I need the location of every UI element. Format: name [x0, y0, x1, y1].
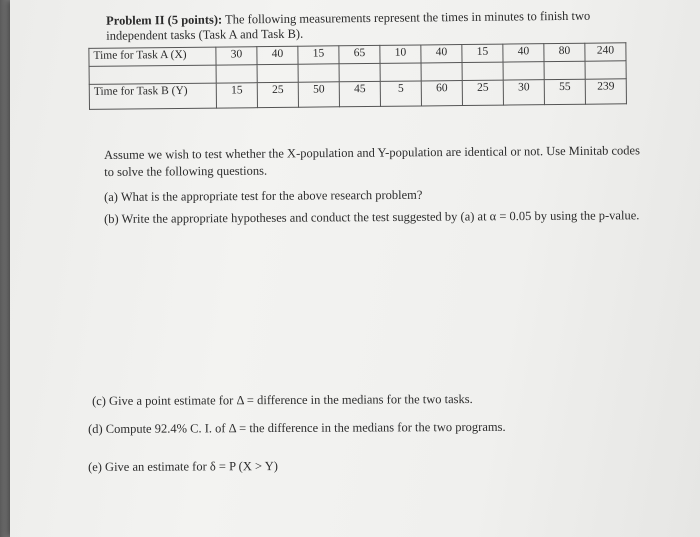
- intro-paragraph: Assume we wish to test whether the X-population and Y-population are identical or not. Use Minitab codes to solve the following questions.: [104, 143, 641, 179]
- data-table: [88, 42, 627, 110]
- cell-b-8: 30: [503, 80, 544, 105]
- cell-a-1: 30: [216, 47, 257, 65]
- blank-cell: [421, 63, 462, 81]
- cell-b-1: 15: [216, 83, 257, 108]
- question-b: (b) Write the appropriate hypotheses and conduct the test suggested by (a) at α = 0.05 by using the p-value.: [104, 208, 640, 226]
- cell-b-9: 55: [544, 79, 585, 104]
- cell-a-8: 40: [503, 44, 544, 62]
- table-row-task-b: [89, 79, 626, 110]
- problem-label: Problem II (5 points):: [105, 12, 223, 28]
- cell-a-5: 10: [380, 45, 421, 63]
- blank-cell: [503, 62, 544, 80]
- cell-a-6: 40: [421, 45, 462, 63]
- blank-cell: [380, 63, 421, 81]
- blank-cell: [216, 65, 257, 83]
- row-label-task-b: Time for Task B (Y): [89, 83, 216, 109]
- cell-b-7: 25: [462, 80, 503, 105]
- blank-cell: [585, 61, 626, 79]
- cell-b-4: 45: [339, 81, 380, 106]
- blank-cell: [298, 64, 339, 82]
- blank-cell: [462, 62, 503, 80]
- blank-cell: [257, 64, 298, 82]
- cell-a-2: 40: [257, 46, 298, 64]
- cell-a-3: 15: [298, 46, 339, 64]
- blank-cell: [544, 61, 585, 79]
- cell-b-2: 25: [257, 82, 298, 107]
- cell-a-4: 65: [339, 45, 380, 63]
- question-e: (e) Give an estimate for δ = P (X > Y): [88, 459, 278, 474]
- cell-b-10: 239: [585, 79, 626, 104]
- cell-b-3: 50: [298, 82, 339, 107]
- cell-a-7: 15: [462, 44, 503, 62]
- cell-b-5: 5: [380, 81, 421, 106]
- problem-statement: [106, 8, 626, 43]
- question-c: (c) Give a point estimate for Δ = difference in the medians for the two tasks.: [92, 392, 473, 408]
- row-label-task-a: Time for Task A (X): [89, 47, 216, 66]
- problem-text: The following measurements represent the times in minutes to finish two independent tasks (Task A and Task B).: [106, 8, 591, 43]
- cell-b-6: 60: [421, 81, 462, 106]
- problem-section: [82, 8, 643, 110]
- cell-a-10: 240: [585, 43, 626, 61]
- question-a: (a) What is the appropriate test for the above research problem?: [104, 187, 423, 204]
- question-d: (d) Compute 92.4% C. I. of Δ = the difference in the medians for the two programs.: [88, 419, 506, 436]
- blank-cell: [339, 63, 380, 81]
- cell-a-9: 80: [544, 43, 585, 61]
- blank-cell: [89, 65, 216, 84]
